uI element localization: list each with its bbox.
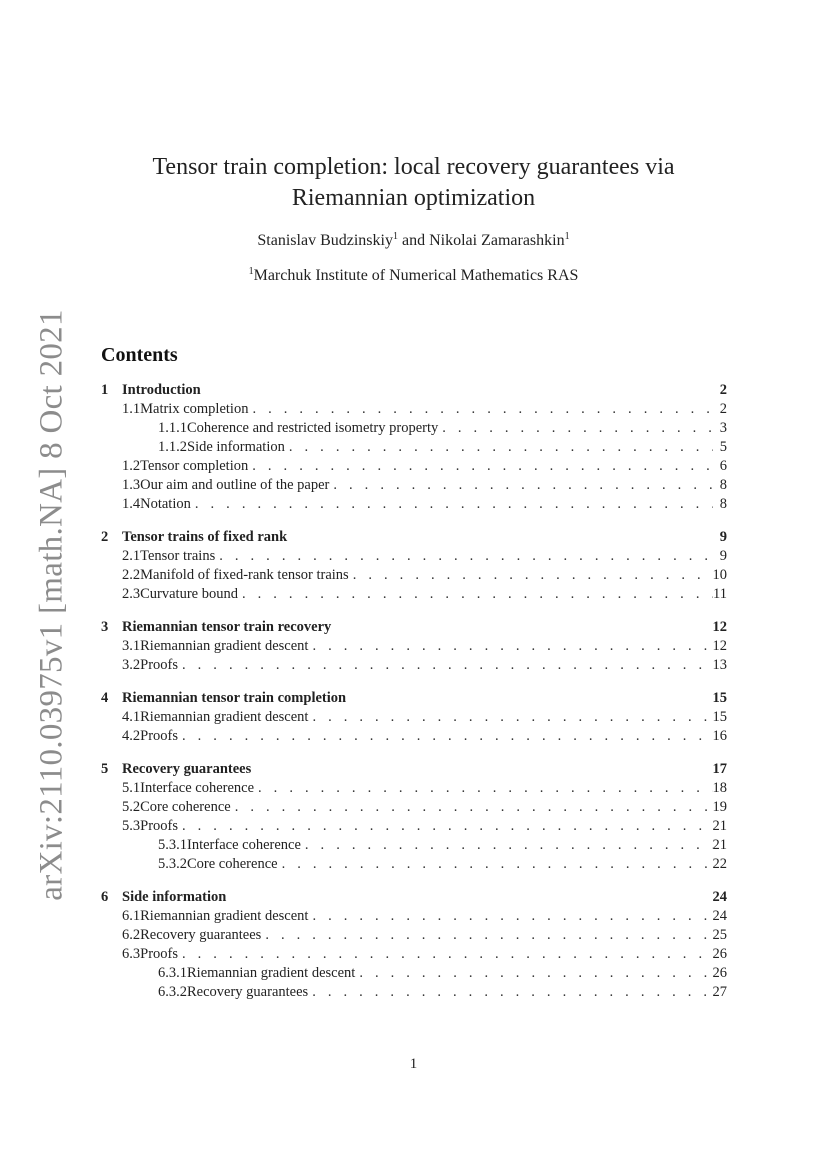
toc-title: Proofs (140, 946, 178, 962)
table-of-contents (101, 382, 727, 1003)
toc-number: 5.3 (122, 818, 141, 834)
toc-page-number: 17 (712, 761, 727, 777)
toc-leader-dots (195, 496, 713, 513)
toc-title: Side information (122, 889, 227, 905)
toc-title: Recovery guarantees (122, 761, 252, 777)
toc-number: 6.3.1 (158, 965, 187, 981)
toc-subsection[interactable] (101, 477, 727, 496)
toc-leader-dots (242, 586, 713, 603)
toc-page-number: 22 (712, 856, 727, 872)
toc-number: 5.3.1 (158, 837, 187, 853)
author-name: Nikolai Zamarashkin (429, 232, 565, 249)
toc-leader-dots (442, 420, 713, 437)
toc-page-number: 2 (719, 401, 727, 417)
toc-title: Notation (140, 496, 191, 512)
toc-page-number: 11 (713, 586, 727, 602)
toc-subsection[interactable] (101, 458, 727, 477)
toc-number: 1.1.1 (158, 420, 187, 436)
toc-title: Tensor trains (140, 548, 216, 564)
toc-page-number: 25 (712, 927, 727, 943)
title-line: Riemannian optimization (291, 185, 536, 211)
toc-title: Tensor completion (140, 458, 249, 474)
toc-page-number: 9 (719, 529, 727, 545)
toc-page-number: 5 (719, 439, 727, 455)
toc-leader-dots (219, 548, 713, 565)
toc-subsection[interactable] (101, 780, 727, 799)
toc-number: 4.1 (122, 709, 141, 725)
toc-section[interactable] (101, 889, 727, 908)
toc-leader-dots (265, 927, 712, 944)
toc-subsection[interactable] (101, 657, 727, 676)
toc-page-number: 21 (712, 837, 727, 853)
toc-subsection[interactable] (101, 548, 727, 567)
toc-number: 6.3 (122, 946, 141, 962)
author-conjunction: and (397, 232, 430, 249)
toc-leader-dots (258, 780, 712, 797)
toc-leader-dots (252, 458, 713, 475)
toc-number: 4.2 (122, 728, 141, 744)
contents-heading: Contents (101, 344, 178, 366)
toc-page-number: 26 (712, 946, 727, 962)
toc-number: 6.3.2 (158, 984, 187, 1000)
toc-title: Recovery guarantees (140, 927, 262, 943)
author-list (0, 232, 827, 250)
toc-title: Our aim and outline of the paper (140, 477, 330, 493)
toc-page-number: 8 (719, 477, 727, 493)
toc-number: 5.3.2 (158, 856, 187, 872)
toc-title: Coherence and restricted isometry property (187, 420, 439, 436)
toc-page-number: 13 (712, 657, 727, 673)
toc-page-number: 21 (712, 818, 727, 834)
toc-title: Proofs (140, 818, 178, 834)
toc-number: 3 (101, 619, 109, 635)
toc-subsubsection[interactable] (101, 965, 727, 984)
toc-subsection[interactable] (101, 728, 727, 747)
toc-subsection[interactable] (101, 927, 727, 946)
toc-number: 1 (101, 382, 109, 398)
toc-page-number: 18 (712, 780, 727, 796)
toc-section[interactable] (101, 529, 727, 548)
toc-number: 1.3 (122, 477, 141, 493)
affiliation (0, 267, 827, 285)
toc-page-number: 3 (719, 420, 727, 436)
toc-leader-dots (353, 567, 713, 584)
toc-number: 2.1 (122, 548, 141, 564)
toc-subsubsection[interactable] (101, 984, 727, 1003)
toc-subsection[interactable] (101, 799, 727, 818)
toc-number: 1.1.2 (158, 439, 187, 455)
toc-page-number: 24 (712, 889, 727, 905)
toc-subsection[interactable] (101, 401, 727, 420)
toc-title: Core coherence (187, 856, 278, 872)
toc-subsubsection[interactable] (101, 439, 727, 458)
toc-number: 2 (101, 529, 109, 545)
toc-number: 1.2 (122, 458, 141, 474)
toc-title: Side information (187, 439, 285, 455)
toc-leader-dots (333, 477, 713, 494)
author-affil-mark: 1 (392, 231, 398, 242)
toc-subsection[interactable] (101, 496, 727, 515)
toc-number: 6.1 (122, 908, 141, 924)
toc-leader-dots (305, 837, 713, 854)
toc-page-number: 12 (712, 619, 727, 635)
toc-number: 2.2 (122, 567, 141, 583)
toc-leader-dots (182, 728, 713, 745)
toc-title: Riemannian gradient descent (187, 965, 356, 981)
toc-section[interactable] (101, 761, 727, 780)
toc-page-number: 15 (712, 690, 727, 706)
toc-number: 3.1 (122, 638, 141, 654)
toc-leader-dots (182, 946, 713, 963)
toc-page-number: 26 (712, 965, 727, 981)
toc-title: Recovery guarantees (187, 984, 309, 1000)
toc-leader-dots (312, 638, 712, 655)
toc-section[interactable] (101, 382, 727, 401)
toc-page-number: 15 (712, 709, 727, 725)
toc-subsection[interactable] (101, 638, 727, 657)
toc-page-number: 2 (719, 382, 727, 398)
toc-title: Proofs (140, 728, 178, 744)
affiliation-name: Marchuk Institute of Numerical Mathematics RAS (253, 267, 579, 284)
toc-number: 5.2 (122, 799, 141, 815)
toc-number: 5 (101, 761, 109, 777)
toc-title: Interface coherence (140, 780, 255, 796)
toc-page-number: 9 (719, 548, 727, 564)
arxiv-stamp: arXiv:2110.03975v1 [math.NA] 8 Oct 2021 (33, 309, 70, 901)
toc-leader-dots (182, 657, 713, 674)
page-number: 1 (409, 1056, 418, 1072)
toc-title: Riemannian gradient descent (140, 908, 309, 924)
toc-subsubsection[interactable] (101, 420, 727, 439)
toc-title: Riemannian gradient descent (140, 709, 309, 725)
toc-page-number: 6 (719, 458, 727, 474)
toc-subsection[interactable] (101, 586, 727, 605)
toc-title: Riemannian tensor train recovery (122, 619, 332, 635)
toc-leader-dots (182, 818, 713, 835)
toc-page-number: 19 (712, 799, 727, 815)
author-affil-mark: 1 (564, 231, 570, 242)
toc-subsection[interactable] (101, 908, 727, 927)
toc-section[interactable] (101, 690, 727, 709)
toc-title: Riemannian gradient descent (140, 638, 309, 654)
toc-title: Curvature bound (140, 586, 238, 602)
toc-leader-dots (252, 401, 713, 418)
toc-subsection[interactable] (101, 709, 727, 728)
toc-title: Introduction (122, 382, 201, 398)
toc-leader-dots (359, 965, 712, 982)
toc-title: Tensor trains of fixed rank (122, 529, 288, 545)
toc-number: 1.4 (122, 496, 141, 512)
toc-page-number: 12 (712, 638, 727, 654)
toc-page-number: 27 (712, 984, 727, 1000)
toc-number: 2.3 (122, 586, 141, 602)
toc-leader-dots (312, 984, 712, 1001)
toc-title: Riemannian tensor train completion (122, 690, 347, 706)
toc-page-number: 16 (712, 728, 727, 744)
toc-title: Proofs (140, 657, 178, 673)
toc-leader-dots (282, 856, 713, 873)
toc-title: Manifold of fixed-rank tensor trains (140, 567, 349, 583)
toc-number: 1.1 (122, 401, 141, 417)
toc-title: Interface coherence (187, 837, 301, 853)
affiliation-mark: 1 (248, 266, 254, 277)
toc-title: Core coherence (140, 799, 231, 815)
toc-number: 3.2 (122, 657, 141, 673)
toc-title: Matrix completion (140, 401, 249, 417)
toc-leader-dots (289, 439, 713, 456)
toc-leader-dots (312, 709, 712, 726)
toc-page-number: 8 (719, 496, 727, 512)
toc-subsection[interactable] (101, 946, 727, 965)
toc-leader-dots (235, 799, 713, 816)
toc-number: 5.1 (122, 780, 141, 796)
toc-subsubsection[interactable] (101, 856, 727, 875)
title-line: Tensor train completion: local recovery guarantees via (152, 154, 675, 180)
toc-subsection[interactable] (101, 567, 727, 586)
toc-subsection[interactable] (101, 818, 727, 837)
toc-subsubsection[interactable] (101, 837, 727, 856)
toc-page-number: 10 (712, 567, 727, 583)
toc-number: 6 (101, 889, 109, 905)
toc-page-number: 24 (712, 908, 727, 924)
paper-title (0, 152, 827, 214)
toc-section[interactable] (101, 619, 727, 638)
toc-number: 4 (101, 690, 109, 706)
author-name: Stanislav Budzinskiy (257, 232, 393, 249)
toc-number: 6.2 (122, 927, 141, 943)
toc-leader-dots (312, 908, 712, 925)
